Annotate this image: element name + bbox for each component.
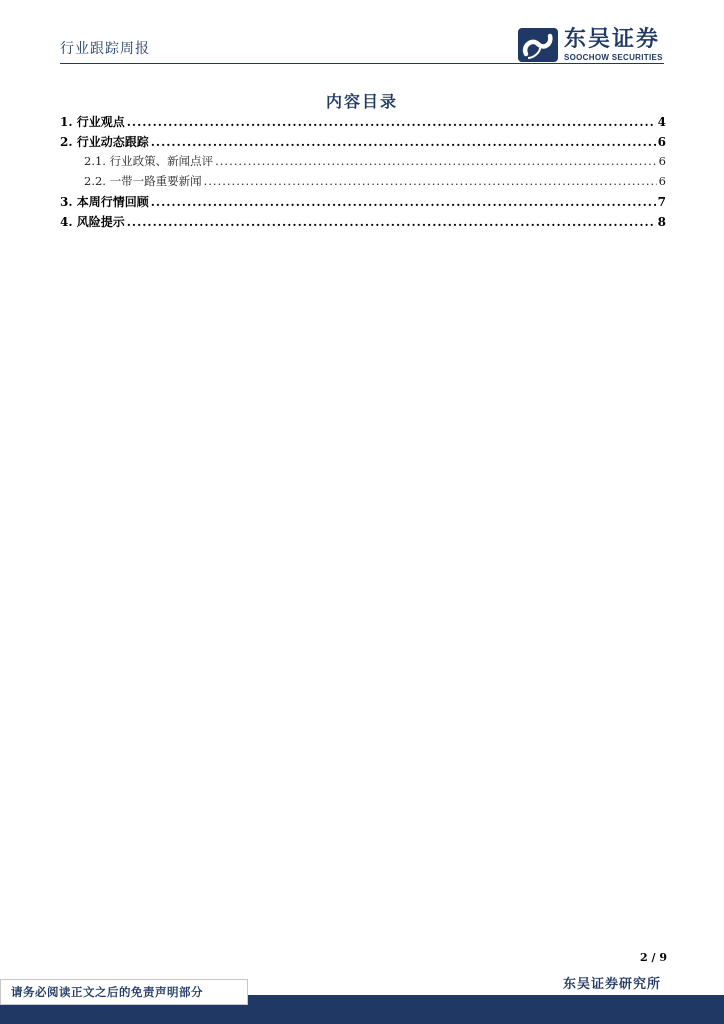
toc-leader-dots: [127, 215, 656, 229]
toc-entry-label: 1. 行业观点: [60, 115, 125, 129]
header-divider: [60, 63, 664, 64]
toc-entry-page: 6: [658, 174, 666, 188]
toc-entry[interactable]: [60, 213, 666, 233]
logo-chinese-name: 东吴证券: [564, 27, 661, 52]
toc-leader-dots: [127, 115, 656, 129]
company-logo: [518, 27, 663, 62]
toc-entry-label: 2.2. 一带一路重要新闻: [84, 174, 202, 188]
toc-entry-label: 2.1. 行业政策、新闻点评: [84, 154, 214, 168]
toc-entry-label: 3. 本周行情回顾: [60, 195, 149, 209]
toc-entry-label: 2. 行业动态跟踪: [60, 135, 149, 149]
toc-leader-dots: [151, 195, 656, 209]
toc-subentry[interactable]: [60, 153, 666, 173]
toc-entry-page: 4: [657, 115, 666, 129]
toc-leader-dots: [215, 154, 657, 168]
toc-entry[interactable]: [60, 193, 666, 213]
footer-organization: 东吴证券研究所: [563, 977, 662, 992]
logo-english-name: SOOCHOW SECURITIES: [564, 53, 663, 62]
disclaimer-notice: 请务必阅读正文之后的免责声明部分: [0, 979, 248, 1005]
toc-title: 内容目录: [325, 92, 398, 111]
toc-leader-dots: [204, 174, 657, 188]
soochow-logo-icon: [518, 28, 558, 62]
toc-subentry[interactable]: [60, 173, 666, 193]
toc-entry-page: 6: [657, 135, 666, 149]
toc-entry-page: 7: [657, 195, 666, 209]
toc-entry[interactable]: [60, 113, 666, 133]
report-type-title: 行业跟踪周报: [60, 41, 150, 57]
page-number: 2 / 9: [640, 951, 667, 964]
toc-leader-dots: [151, 135, 656, 149]
toc-entry-page: 8: [657, 215, 666, 229]
toc-entry[interactable]: [60, 133, 666, 153]
toc-entry-label: 4. 风险提示: [60, 215, 125, 229]
table-of-contents: [60, 113, 666, 233]
toc-entry-page: 6: [658, 154, 666, 168]
